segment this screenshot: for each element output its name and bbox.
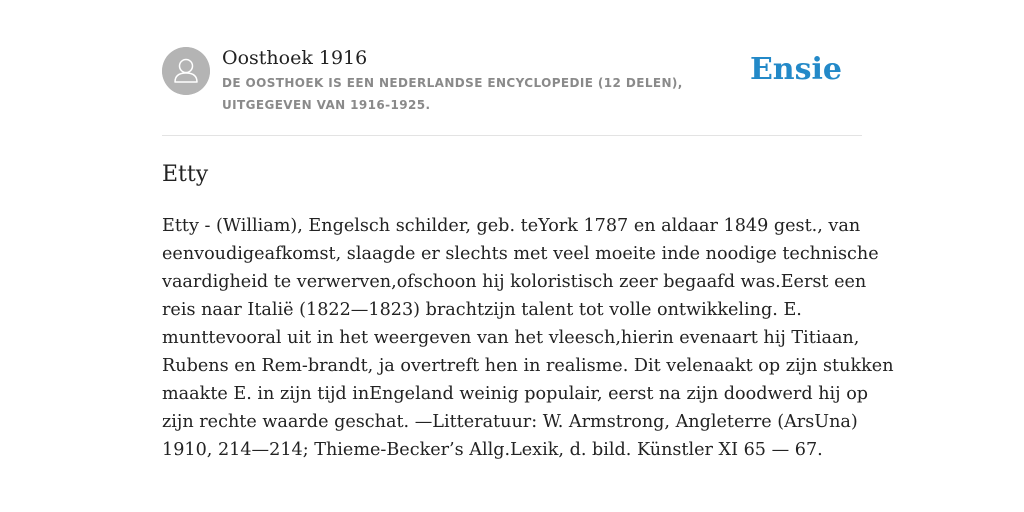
entry-body-line: eenvoudigeafkomst, slaagde er slechts met veel moeite inde noodige technische (162, 244, 879, 264)
source-title[interactable]: Oosthoek 1916 (222, 47, 368, 69)
header-divider (162, 135, 862, 136)
entry-body-line: munttevooral uit in het weergeven van het vleesch,hierin evenaart hij Titiaan, (162, 328, 860, 348)
source-description: DE OOSTHOEK IS EEN NEDERLANDSE ENCYCLOPEDIE (12 DELEN), UITGEGEVEN VAN 1916-1925. (222, 76, 683, 112)
user-avatar-icon[interactable] (162, 47, 210, 95)
entry-body-line: 1910, 214—214; Thieme-Becker’s Allg.Lexik, d. bild. Künstler XI 65 — 67. (162, 440, 823, 460)
ensie-logo[interactable]: Ensie (749, 52, 842, 87)
entry-body-line: Rubens en Rem-brandt, ja overtreft hen in realisme. Dit velenaakt op zijn stukken (162, 356, 894, 376)
entry-body-line: vaardigheid te verwerven,ofschoon hij koloristisch zeer begaafd was.Eerst een (162, 272, 867, 292)
source-header (162, 44, 862, 135)
entry-body-line: reis naar Italië (1822—1823) brachtzijn talent tot volle ontwikkeling. E. (162, 300, 802, 320)
entry-body-line: Etty - (William), Engelsch schilder, geb. teYork 1787 en aldaar 1849 gest., van (162, 216, 861, 236)
entry-body (162, 212, 894, 464)
entry-body-line: zijn rechte waarde geschat. —Litteratuur: W. Armstrong, Angleterre (ArsUna) (162, 412, 858, 432)
entry-title: Etty (162, 162, 209, 187)
entry-body-line: maakte E. in zijn tijd inEngeland weinig populair, eerst na zijn doodwerd hij op (162, 384, 869, 404)
